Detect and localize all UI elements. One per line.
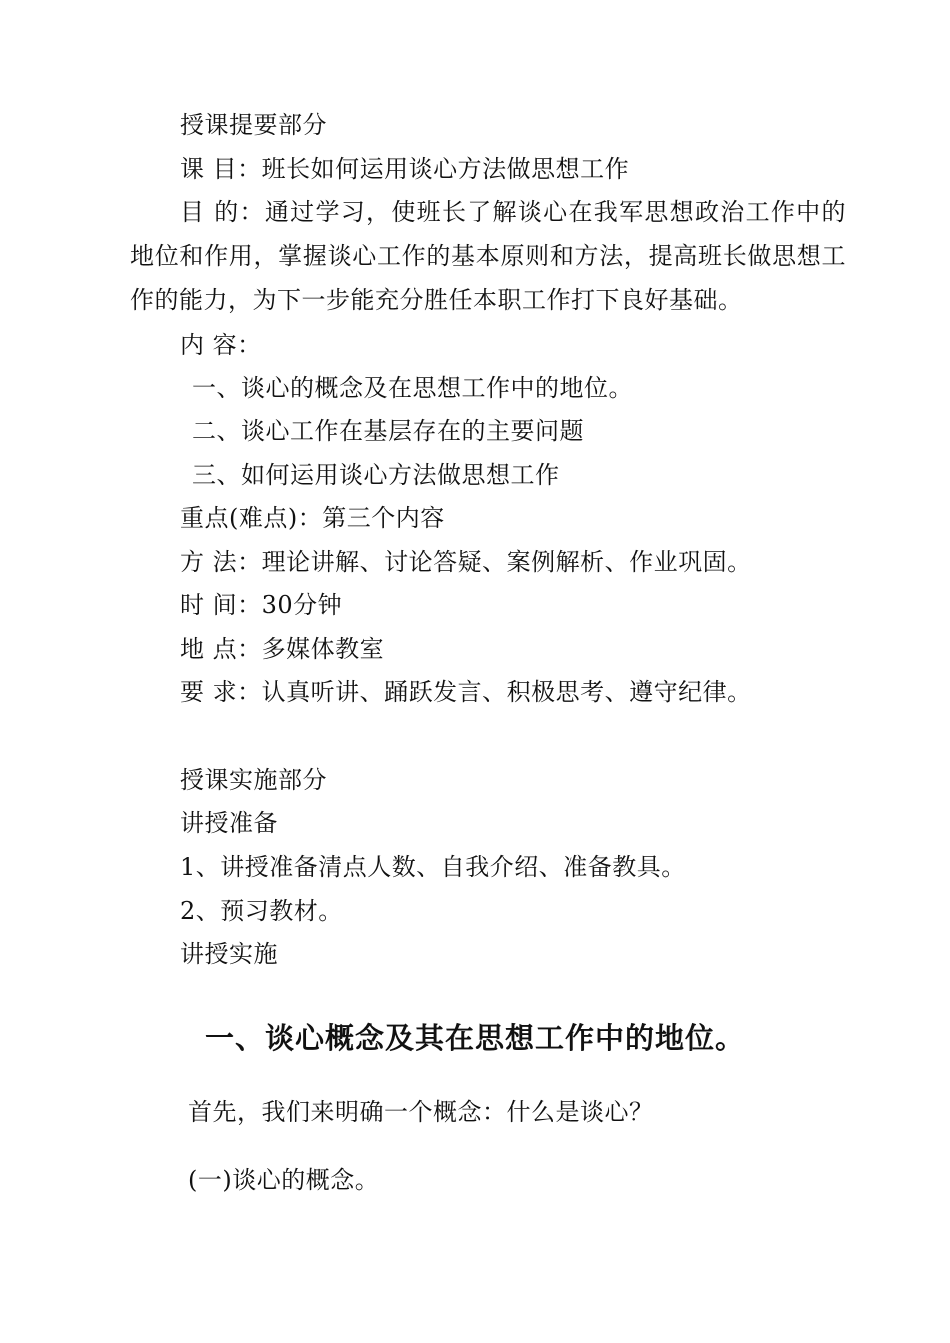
key-point-line: 重点(难点)：第三个内容 xyxy=(180,504,445,532)
summary-heading: 授课提要部分 xyxy=(180,111,327,139)
content-item-2: 二、谈心工作在基层存在的主要问题 xyxy=(192,417,584,445)
content-item-1: 一、谈心的概念及在思想工作中的地位。 xyxy=(192,374,633,402)
preparation-item-2: 2、预习教材。 xyxy=(180,897,343,925)
requirement-line: 要 求：认真听讲、踊跃发言、积极思考、遵守纪律。 xyxy=(180,678,752,706)
subject-line: 课 目：班长如何运用谈心方法做思想工作 xyxy=(180,155,630,183)
method-line: 方 法：理论讲解、讨论答疑、案例解析、作业巩固。 xyxy=(180,548,752,576)
section-one-title: 一、谈心概念及其在思想工作中的地位。 xyxy=(204,1021,745,1055)
purpose-paragraph: 目 的：通过学习，使班长了解谈心在我军思想政治工作中的地位和作用，掌握谈心工作的基本原则和方法，提高班长做思想工作的能力，为下一步能充分胜任本职工作打下良好基础。 xyxy=(130,198,846,314)
subsection-title: (一)谈心的概念。 xyxy=(188,1166,380,1194)
implementation-heading: 授课实施部分 xyxy=(180,766,327,794)
content-label: 内 容： xyxy=(180,331,262,359)
content-item-3: 三、如何运用谈心方法做思想工作 xyxy=(192,461,560,489)
location-line: 地 点：多媒体教室 xyxy=(180,635,385,663)
preparation-item-1: 1、讲授准备清点人数、自我介绍、准备教具。 xyxy=(180,853,686,881)
preparation-label: 讲授准备 xyxy=(180,809,278,837)
section-one-intro: 首先，我们来明确一个概念：什么是谈心？ xyxy=(188,1098,654,1126)
time-line: 时 间：30分钟 xyxy=(180,591,343,619)
delivery-label: 讲授实施 xyxy=(180,940,278,968)
